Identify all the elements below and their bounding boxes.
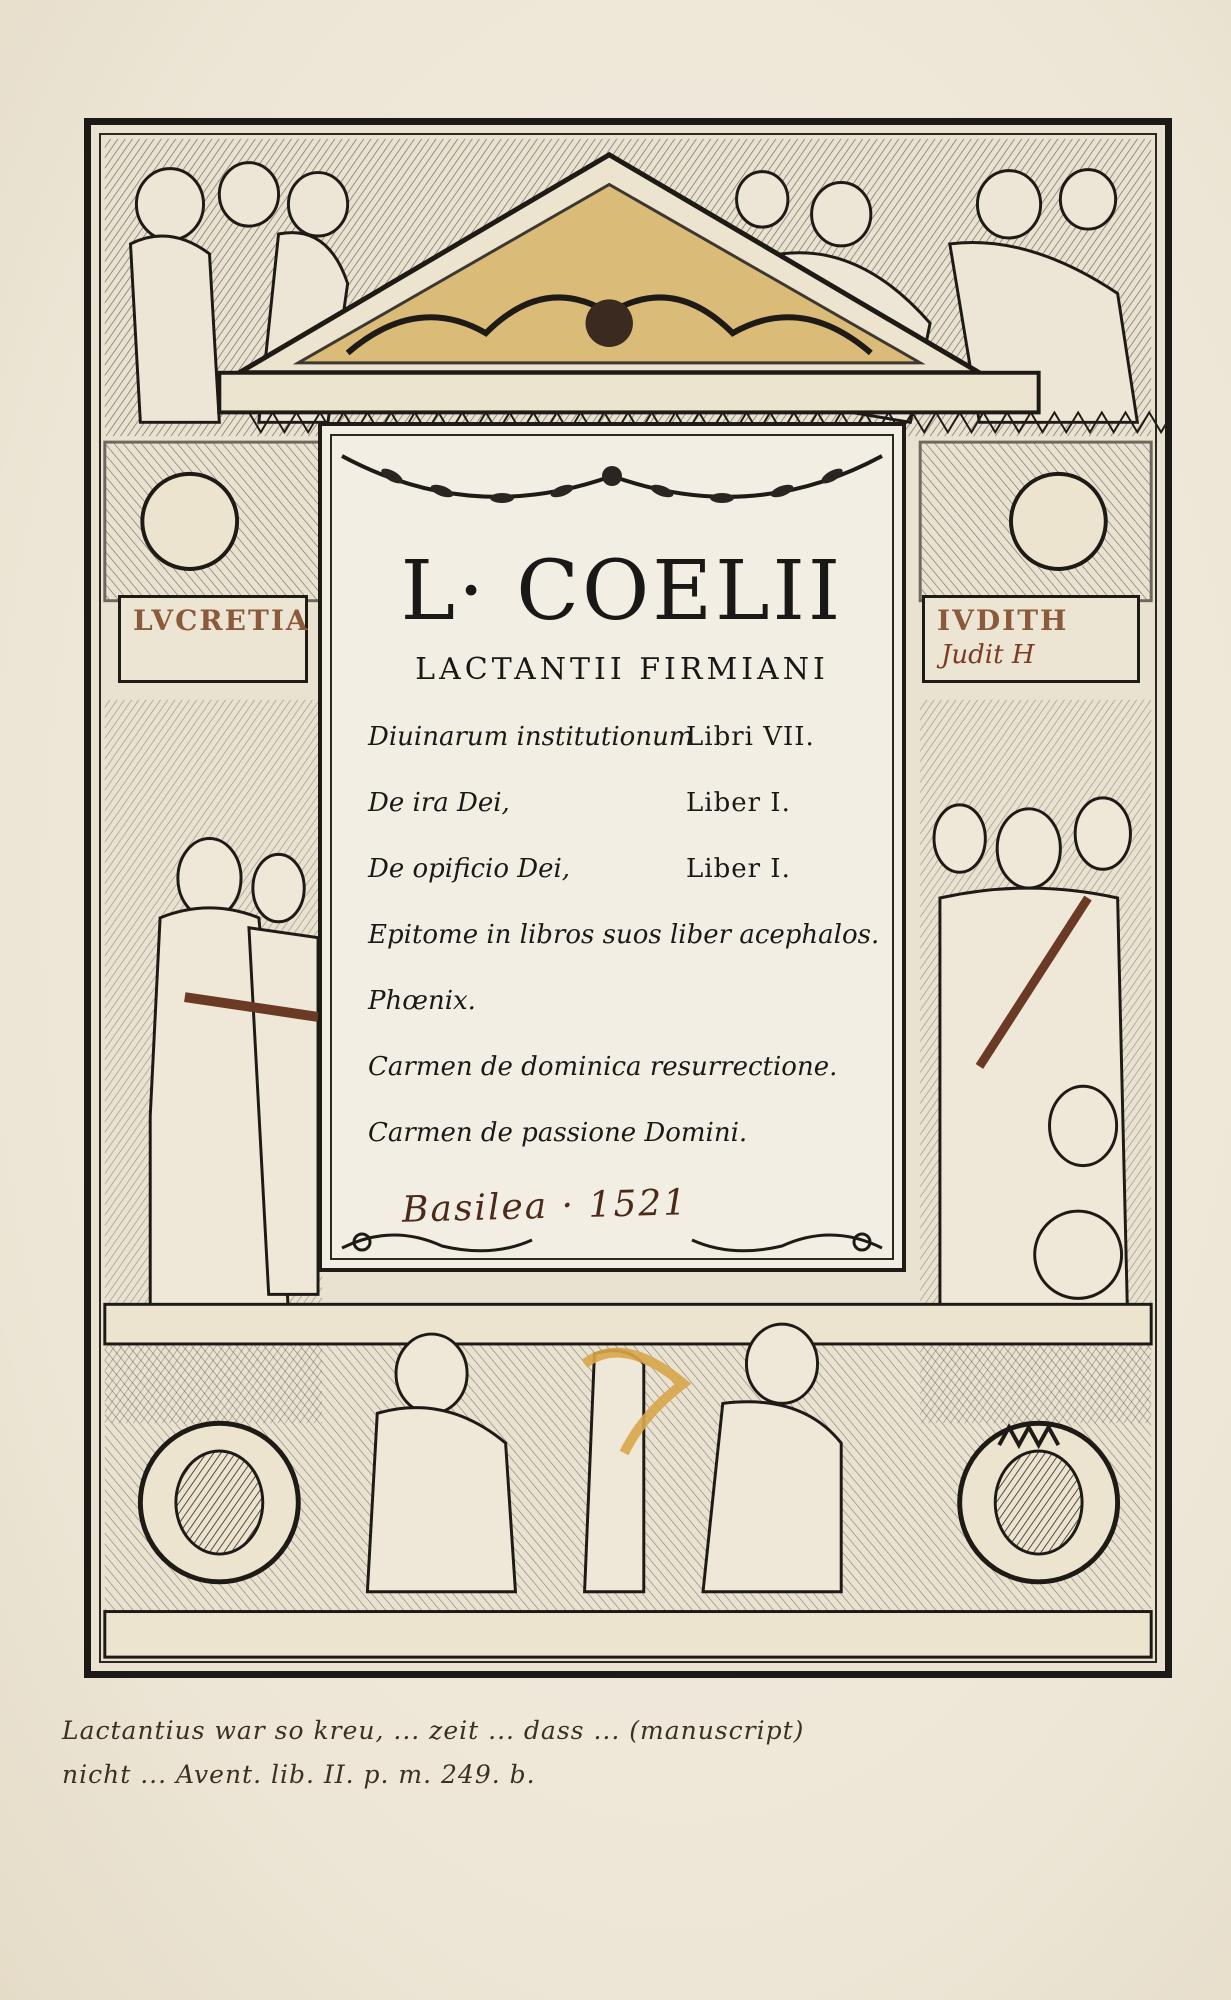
manuscript-note-line: Lactantius war so kreu, ... zeit ... dass ... (manuscript) [62,1716,805,1745]
contents-line [368,1118,888,1148]
contents-liber: Liber I. [686,854,791,884]
manuscript-note-line: nicht ... Avent. lib. II. p. m. 249. b. [62,1760,536,1789]
cartouche-judith-label: IVDITH [937,604,1069,637]
cartouche-lucretia [118,595,308,683]
contents-line [368,722,888,752]
contents-liber: Libri VII. [686,722,815,752]
book-title: L· COELII [400,544,844,639]
contents-work: Diuinarum institutionum [368,722,694,752]
cartouche-judith-manuscript: Judit H [941,640,1035,670]
title-panel [318,422,906,1272]
contents-line [368,1052,888,1082]
author-name: LACTANTII FIRMIANI [415,652,829,687]
contents-line [368,986,888,1016]
manuscript-imprint: Basilea · 1521 [401,1182,689,1231]
contents-line [368,788,888,818]
contents-line [368,920,888,950]
contents-work: Epitome in libros suos liber acephalos. [368,920,880,950]
cartouche-judith [922,595,1140,683]
scroll-ornament [332,1218,892,1258]
contents-work: De opificio Dei, [368,854,571,884]
contents-work: Carmen de passione Domini. [368,1118,748,1148]
contents-work: Phœnix. [368,986,476,1016]
contents-line [368,854,888,884]
laurel-garland-ornament [332,436,892,516]
contents-work: De ira Dei, [368,788,510,818]
contents-liber: Liber I. [686,788,791,818]
contents-work: Carmen de dominica resurrectione. [368,1052,838,1082]
cartouche-lucretia-label: LVCRETIA [133,604,310,637]
